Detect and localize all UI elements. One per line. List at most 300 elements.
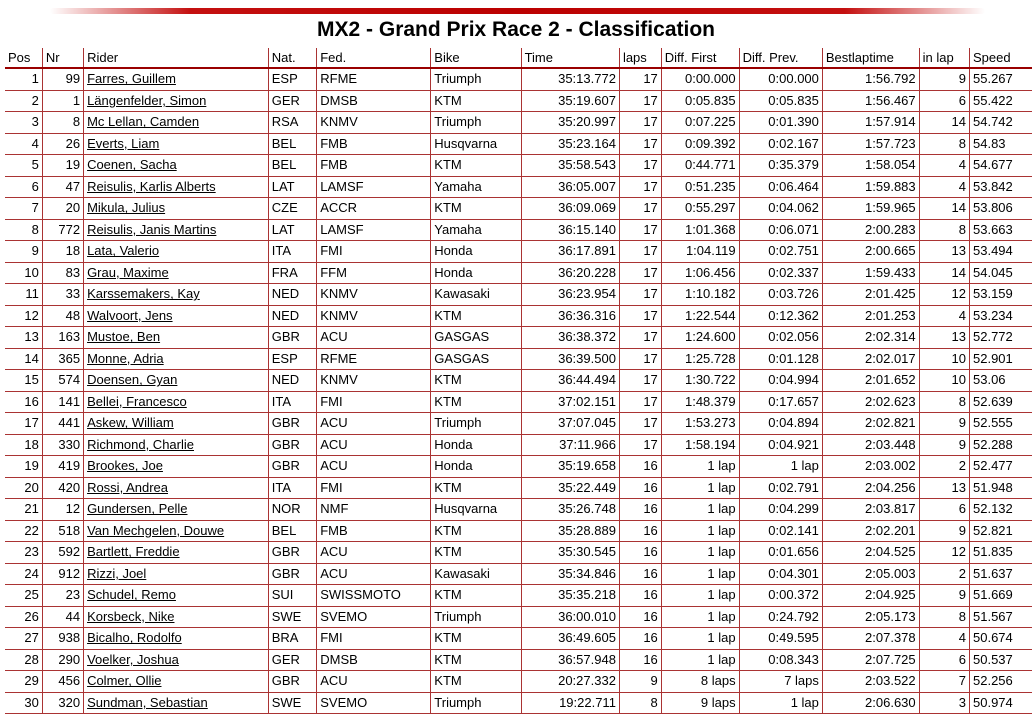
cell-bestlaptime: 2:00.283 [822,219,919,241]
column-header-bestlaptime: Bestlaptime [822,48,919,68]
cell-rider [84,563,269,585]
cell-laps: 16 [619,499,661,521]
rider-link[interactable]: Mc Lellan, Camden [87,114,199,129]
cell-in-lap: 2 [919,563,969,585]
cell-nr: 456 [42,671,83,693]
cell-pos: 25 [5,585,42,607]
page-title: MX2 - Grand Prix Race 2 - Classification [0,18,1032,42]
cell-rider [84,327,269,349]
cell-in-lap: 2 [919,456,969,478]
cell-speed: 50.537 [970,649,1032,671]
cell-time: 36:39.500 [521,348,619,370]
cell-nr: 141 [42,391,83,413]
cell-laps: 16 [619,563,661,585]
cell-rider [84,348,269,370]
cell-diff-first: 0:51.235 [661,176,739,198]
cell-pos: 8 [5,219,42,241]
cell-bestlaptime: 2:04.525 [822,542,919,564]
cell-nr: 23 [42,585,83,607]
cell-rider [84,413,269,435]
cell-diff-first: 1 lap [661,520,739,542]
cell-nr: 365 [42,348,83,370]
cell-bike: KTM [431,520,521,542]
cell-pos: 3 [5,112,42,134]
cell-time: 35:22.449 [521,477,619,499]
cell-nr: 18 [42,241,83,263]
cell-in-lap: 13 [919,327,969,349]
cell-time: 35:34.846 [521,563,619,585]
table-row [5,284,1032,306]
cell-nr: 518 [42,520,83,542]
cell-bestlaptime: 1:56.467 [822,90,919,112]
cell-speed: 54.045 [970,262,1032,284]
cell-rider [84,606,269,628]
cell-fed: FFM [317,262,431,284]
cell-diff-prev: 1 lap [739,692,822,714]
cell-in-lap: 14 [919,112,969,134]
cell-diff-prev: 0:02.791 [739,477,822,499]
cell-diff-prev: 0:05.835 [739,90,822,112]
rider-link[interactable]: Lata, Valerio [87,243,159,258]
cell-bike: Yamaha [431,219,521,241]
cell-rider [84,305,269,327]
column-header-pos: Pos [5,48,42,68]
cell-diff-prev: 0:04.921 [739,434,822,456]
cell-diff-prev: 7 laps [739,671,822,693]
cell-diff-first: 0:07.225 [661,112,739,134]
table-body [5,68,1032,714]
cell-fed: DMSB [317,90,431,112]
cell-pos: 12 [5,305,42,327]
cell-pos: 19 [5,456,42,478]
cell-time: 20:27.332 [521,671,619,693]
cell-bestlaptime: 2:03.817 [822,499,919,521]
cell-laps: 17 [619,391,661,413]
cell-diff-prev: 0:00.000 [739,68,822,90]
table-row [5,68,1032,90]
cell-fed: KNMV [317,370,431,392]
cell-diff-prev: 0:01.390 [739,112,822,134]
cell-bestlaptime: 2:02.201 [822,520,919,542]
cell-rider [84,434,269,456]
cell-diff-prev: 0:24.792 [739,606,822,628]
rider-link[interactable]: Doensen, Gyan [87,372,177,387]
cell-diff-first: 1 lap [661,649,739,671]
cell-rider [84,391,269,413]
cell-diff-prev: 0:12.362 [739,305,822,327]
cell-diff-first: 1 lap [661,542,739,564]
rider-link[interactable]: Askew, William [87,415,174,430]
cell-diff-first: 9 laps [661,692,739,714]
cell-bike: Honda [431,262,521,284]
cell-bike: KTM [431,305,521,327]
cell-rider [84,262,269,284]
table-row [5,692,1032,714]
cell-nr: 441 [42,413,83,435]
rider-link[interactable]: Längenfelder, Simon [87,93,206,108]
cell-laps: 17 [619,370,661,392]
cell-speed: 52.821 [970,520,1032,542]
cell-nat: BEL [268,133,317,155]
cell-time: 35:23.164 [521,133,619,155]
rider-link[interactable]: Farres, Guillem [87,71,176,86]
cell-diff-prev: 0:00.372 [739,585,822,607]
cell-fed: ACU [317,563,431,585]
cell-nr: 83 [42,262,83,284]
cell-in-lap: 12 [919,542,969,564]
cell-in-lap: 6 [919,649,969,671]
cell-diff-first: 1:04.119 [661,241,739,263]
cell-laps: 16 [619,542,661,564]
cell-bike: GASGAS [431,348,521,370]
cell-time: 35:30.545 [521,542,619,564]
rider-link[interactable]: Mikula, Julius [87,200,165,215]
cell-nr: 8 [42,112,83,134]
cell-in-lap: 13 [919,477,969,499]
cell-diff-prev: 0:01.656 [739,542,822,564]
cell-bike: KTM [431,671,521,693]
rider-link[interactable]: Korsbeck, Nike [87,609,174,624]
table-row [5,628,1032,650]
cell-nr: 19 [42,155,83,177]
cell-in-lap: 9 [919,585,969,607]
cell-in-lap: 4 [919,628,969,650]
cell-diff-first: 1 lap [661,456,739,478]
cell-pos: 11 [5,284,42,306]
rider-link[interactable]: Van Mechgelen, Douwe [87,523,224,538]
cell-fed: SVEMO [317,606,431,628]
cell-bestlaptime: 2:07.378 [822,628,919,650]
cell-nr: 320 [42,692,83,714]
cell-laps: 17 [619,434,661,456]
cell-laps: 8 [619,692,661,714]
cell-laps: 16 [619,649,661,671]
cell-bike: KTM [431,155,521,177]
cell-bike: KTM [431,649,521,671]
cell-rider [84,90,269,112]
cell-nr: 48 [42,305,83,327]
cell-laps: 17 [619,348,661,370]
cell-speed: 52.477 [970,456,1032,478]
cell-time: 37:11.966 [521,434,619,456]
cell-diff-first: 1:48.379 [661,391,739,413]
cell-rider [84,542,269,564]
cell-laps: 16 [619,520,661,542]
column-header-in-lap: in lap [919,48,969,68]
cell-nr: 163 [42,327,83,349]
cell-fed: ACU [317,327,431,349]
cell-nat: BEL [268,155,317,177]
cell-pos: 2 [5,90,42,112]
cell-nr: 20 [42,198,83,220]
cell-speed: 54.742 [970,112,1032,134]
cell-in-lap: 8 [919,133,969,155]
cell-rider [84,499,269,521]
cell-pos: 23 [5,542,42,564]
cell-nat: ITA [268,391,317,413]
cell-rider [84,198,269,220]
table-row [5,370,1032,392]
cell-bestlaptime: 1:57.723 [822,133,919,155]
cell-fed: NMF [317,499,431,521]
rider-link[interactable]: Everts, Liam [87,136,159,151]
cell-pos: 1 [5,68,42,90]
rider-link[interactable]: Karssemakers, Kay [87,286,200,301]
cell-nat: NED [268,284,317,306]
cell-diff-first: 1:22.544 [661,305,739,327]
cell-rider [84,112,269,134]
cell-rider [84,477,269,499]
cell-diff-prev: 0:35.379 [739,155,822,177]
cell-diff-prev: 0:06.071 [739,219,822,241]
cell-fed: ACCR [317,198,431,220]
cell-fed: LAMSF [317,219,431,241]
cell-in-lap: 9 [919,434,969,456]
cell-bestlaptime: 1:59.433 [822,262,919,284]
rider-link[interactable]: Voelker, Joshua [87,652,179,667]
cell-rider [84,176,269,198]
cell-in-lap: 4 [919,305,969,327]
cell-speed: 51.948 [970,477,1032,499]
cell-speed: 52.772 [970,327,1032,349]
cell-time: 35:26.748 [521,499,619,521]
cell-time: 19:22.711 [521,692,619,714]
rider-link[interactable]: Mustoe, Ben [87,329,160,344]
cell-rider [84,370,269,392]
cell-bike: Triumph [431,112,521,134]
cell-fed: KNMV [317,305,431,327]
cell-speed: 51.835 [970,542,1032,564]
cell-bestlaptime: 2:04.925 [822,585,919,607]
cell-nat: ITA [268,241,317,263]
table-row [5,155,1032,177]
cell-pos: 22 [5,520,42,542]
cell-diff-first: 1 lap [661,563,739,585]
cell-nat: NED [268,305,317,327]
cell-speed: 53.494 [970,241,1032,263]
cell-in-lap: 8 [919,391,969,413]
cell-pos: 15 [5,370,42,392]
rider-link[interactable]: Grau, Maxime [87,265,169,280]
cell-rider [84,155,269,177]
cell-diff-prev: 0:49.595 [739,628,822,650]
cell-time: 36:44.494 [521,370,619,392]
rider-link[interactable]: Brookes, Joe [87,458,163,473]
rider-link[interactable]: Bellei, Francesco [87,394,187,409]
rider-link[interactable]: Schudel, Remo [87,587,176,602]
cell-speed: 52.639 [970,391,1032,413]
cell-diff-first: 1:58.194 [661,434,739,456]
rider-link[interactable]: Rossi, Andrea [87,480,168,495]
table-row [5,413,1032,435]
rider-link[interactable]: Bartlett, Freddie [87,544,180,559]
cell-pos: 14 [5,348,42,370]
cell-speed: 51.567 [970,606,1032,628]
cell-in-lap: 8 [919,219,969,241]
cell-bike: Triumph [431,692,521,714]
cell-bestlaptime: 2:05.173 [822,606,919,628]
cell-nat: SWE [268,606,317,628]
cell-time: 36:36.316 [521,305,619,327]
table-row [5,262,1032,284]
cell-nat: GBR [268,671,317,693]
rider-link[interactable]: Richmond, Charlie [87,437,194,452]
cell-speed: 53.159 [970,284,1032,306]
cell-laps: 9 [619,671,661,693]
cell-speed: 52.901 [970,348,1032,370]
cell-fed: FMB [317,520,431,542]
cell-bestlaptime: 2:02.017 [822,348,919,370]
cell-speed: 53.806 [970,198,1032,220]
cell-bestlaptime: 2:07.725 [822,649,919,671]
rider-link[interactable]: Colmer, Ollie [87,673,161,688]
cell-fed: FMI [317,241,431,263]
cell-laps: 17 [619,327,661,349]
cell-in-lap: 9 [919,520,969,542]
cell-fed: DMSB [317,649,431,671]
cell-bike: KTM [431,391,521,413]
cell-nr: 912 [42,563,83,585]
cell-laps: 16 [619,456,661,478]
cell-diff-first: 1:01.368 [661,219,739,241]
cell-diff-prev: 0:02.056 [739,327,822,349]
cell-bike: GASGAS [431,327,521,349]
table-row [5,90,1032,112]
cell-pos: 18 [5,434,42,456]
cell-nr: 290 [42,649,83,671]
cell-fed: KNMV [317,112,431,134]
header-decoration [50,8,985,14]
cell-laps: 16 [619,606,661,628]
table-row [5,671,1032,693]
rider-link[interactable]: Monne, Adria [87,351,164,366]
cell-speed: 55.267 [970,68,1032,90]
table-row [5,348,1032,370]
cell-laps: 17 [619,68,661,90]
cell-laps: 16 [619,628,661,650]
cell-laps: 17 [619,133,661,155]
cell-time: 36:17.891 [521,241,619,263]
column-header-time: Time [521,48,619,68]
cell-laps: 16 [619,585,661,607]
cell-rider [84,284,269,306]
cell-rider [84,671,269,693]
table-row [5,241,1032,263]
table-row [5,542,1032,564]
cell-nr: 99 [42,68,83,90]
cell-in-lap: 4 [919,176,969,198]
rider-link[interactable]: Bicalho, Rodolfo [87,630,182,645]
cell-speed: 52.132 [970,499,1032,521]
cell-time: 36:15.140 [521,219,619,241]
cell-nat: FRA [268,262,317,284]
cell-bestlaptime: 2:04.256 [822,477,919,499]
cell-nat: ITA [268,477,317,499]
cell-bestlaptime: 1:59.883 [822,176,919,198]
cell-diff-first: 1 lap [661,499,739,521]
rider-link[interactable]: Reisulis, Janis Martins [87,222,216,237]
rider-link[interactable]: Gundersen, Pelle [87,501,187,516]
rider-link[interactable]: Coenen, Sacha [87,157,177,172]
cell-laps: 17 [619,241,661,263]
cell-fed: LAMSF [317,176,431,198]
rider-link[interactable]: Rizzi, Joel [87,566,146,581]
cell-in-lap: 6 [919,499,969,521]
cell-nat: LAT [268,219,317,241]
cell-fed: SVEMO [317,692,431,714]
rider-link[interactable]: Sundman, Sebastian [87,695,208,710]
cell-bike: Honda [431,241,521,263]
column-header-fed: Fed. [317,48,431,68]
cell-time: 35:19.607 [521,90,619,112]
cell-time: 37:02.151 [521,391,619,413]
cell-fed: FMI [317,391,431,413]
cell-bike: Honda [431,456,521,478]
cell-bike: Triumph [431,413,521,435]
cell-fed: ACU [317,456,431,478]
cell-bestlaptime: 2:02.623 [822,391,919,413]
cell-pos: 5 [5,155,42,177]
cell-in-lap: 14 [919,262,969,284]
cell-bike: Kawasaki [431,284,521,306]
cell-time: 36:20.228 [521,262,619,284]
cell-fed: SWISSMOTO [317,585,431,607]
cell-speed: 50.674 [970,628,1032,650]
cell-fed: FMB [317,133,431,155]
column-header-diff-first: Diff. First [661,48,739,68]
cell-diff-first: 0:09.392 [661,133,739,155]
cell-nat: BRA [268,628,317,650]
cell-rider [84,219,269,241]
cell-bike: Triumph [431,68,521,90]
cell-fed: FMI [317,477,431,499]
cell-speed: 51.637 [970,563,1032,585]
cell-bike: Kawasaki [431,563,521,585]
cell-time: 36:00.010 [521,606,619,628]
cell-diff-prev: 0:01.128 [739,348,822,370]
cell-diff-first: 1 lap [661,606,739,628]
cell-in-lap: 9 [919,413,969,435]
column-header-diff-prev: Diff. Prev. [739,48,822,68]
cell-laps: 17 [619,90,661,112]
cell-speed: 55.422 [970,90,1032,112]
cell-nr: 419 [42,456,83,478]
rider-link[interactable]: Walvoort, Jens [87,308,173,323]
rider-link[interactable]: Reisulis, Karlis Alberts [87,179,216,194]
cell-bike: KTM [431,90,521,112]
cell-bestlaptime: 2:01.425 [822,284,919,306]
table-row [5,499,1032,521]
cell-bestlaptime: 2:05.003 [822,563,919,585]
cell-rider [84,133,269,155]
table-row [5,133,1032,155]
cell-bestlaptime: 2:02.821 [822,413,919,435]
table-row [5,391,1032,413]
cell-time: 35:35.218 [521,585,619,607]
column-header-nr: Nr [42,48,83,68]
cell-pos: 21 [5,499,42,521]
cell-laps: 17 [619,413,661,435]
cell-bike: KTM [431,370,521,392]
cell-in-lap: 14 [919,198,969,220]
cell-pos: 29 [5,671,42,693]
cell-nat: GBR [268,327,317,349]
cell-nr: 44 [42,606,83,628]
cell-time: 36:23.954 [521,284,619,306]
cell-pos: 7 [5,198,42,220]
cell-laps: 17 [619,262,661,284]
cell-nat: SWE [268,692,317,714]
